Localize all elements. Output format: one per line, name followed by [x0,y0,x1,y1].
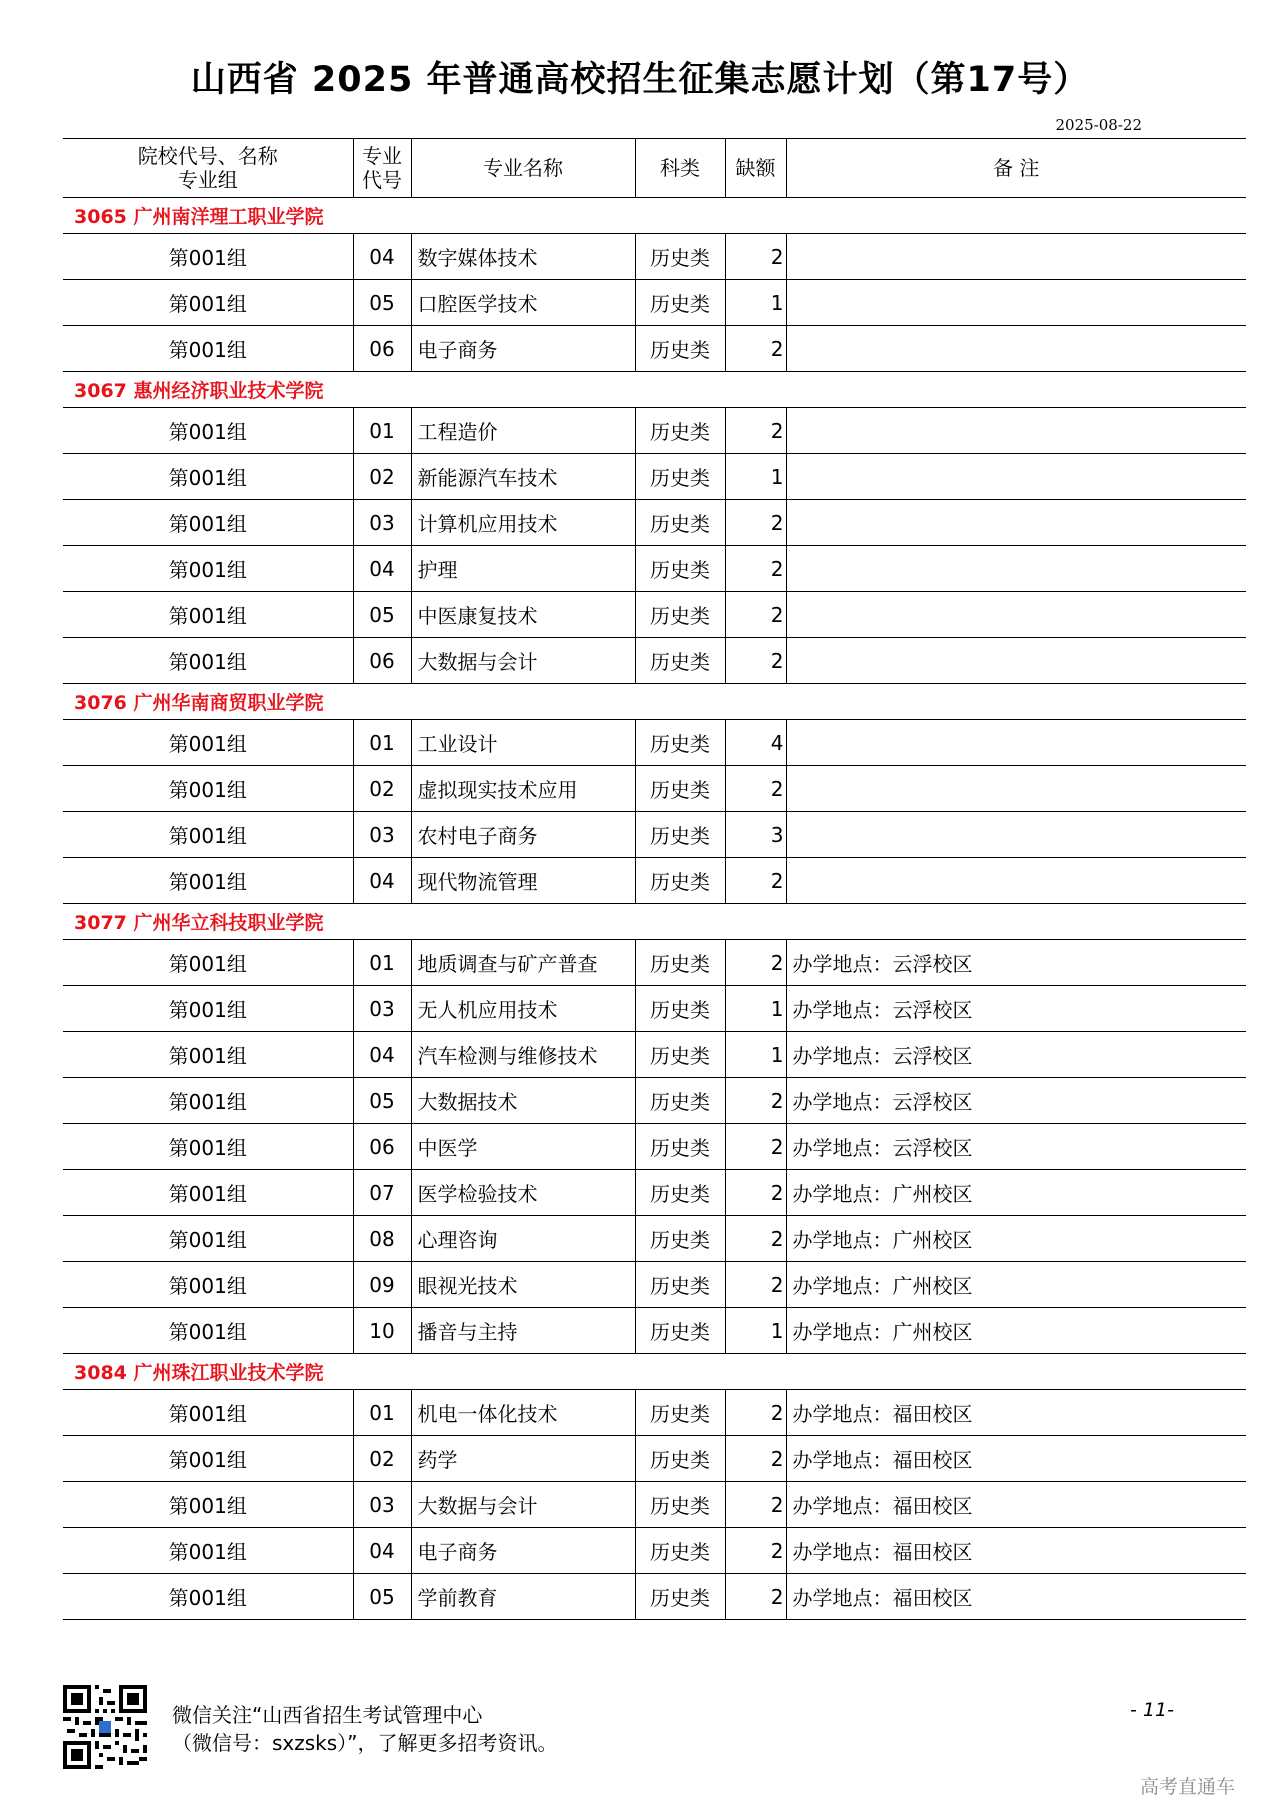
major-code-cell: 04 [353,546,411,592]
table-row [63,720,1246,766]
subject-cell: 历史类 [635,1262,725,1308]
subject-cell: 历史类 [635,234,725,280]
table-row [63,234,1246,280]
school-name: 3067 惠州经济职业技术学院 [63,372,1246,408]
subject-cell: 历史类 [635,280,725,326]
qr-code-icon [63,1685,147,1769]
subject-cell: 历史类 [635,720,725,766]
note-cell: 办学地点：云浮校区 [786,1032,1246,1078]
table-row [63,1308,1246,1354]
subject-cell: 历史类 [635,500,725,546]
note-cell [786,326,1246,372]
group-cell: 第001组 [63,280,353,326]
major-code-cell: 01 [353,720,411,766]
group-cell: 第001组 [63,1574,353,1620]
note-cell [786,720,1246,766]
major-name-cell: 数字媒体技术 [411,234,635,280]
header-note: 备 注 [786,139,1246,198]
group-cell: 第001组 [63,454,353,500]
major-name-cell: 心理咨询 [411,1216,635,1262]
group-cell: 第001组 [63,720,353,766]
major-code-cell: 05 [353,592,411,638]
table-row [63,500,1246,546]
page-footer [0,1675,1280,1811]
table-row [63,812,1246,858]
quota-cell: 2 [725,1436,786,1482]
table-row [63,1032,1246,1078]
table-row [63,592,1246,638]
major-name-cell: 药学 [411,1436,635,1482]
major-code-cell: 04 [353,234,411,280]
group-cell: 第001组 [63,638,353,684]
school-name: 3076 广州华南商贸职业学院 [63,684,1246,720]
note-cell: 办学地点：广州校区 [786,1262,1246,1308]
note-cell: 办学地点：广州校区 [786,1216,1246,1262]
quota-cell: 2 [725,1216,786,1262]
brand-watermark: 高考直通车 [1140,1776,1236,1798]
header-school-group-line1: 院校代号、名称 [137,144,278,168]
note-cell: 办学地点：福田校区 [786,1390,1246,1436]
table-row [63,408,1246,454]
quota-cell: 2 [725,1528,786,1574]
note-cell: 办学地点：广州校区 [786,1308,1246,1354]
note-cell: 办学地点：广州校区 [786,1170,1246,1216]
subject-cell: 历史类 [635,1170,725,1216]
group-cell: 第001组 [63,326,353,372]
major-code-cell: 03 [353,1482,411,1528]
subject-cell: 历史类 [635,546,725,592]
quota-cell: 1 [725,280,786,326]
note-cell: 办学地点：云浮校区 [786,1124,1246,1170]
quota-cell: 2 [725,546,786,592]
major-name-cell: 播音与主持 [411,1308,635,1354]
school-name: 3084 广州珠江职业技术学院 [63,1354,1246,1390]
quota-cell: 2 [725,408,786,454]
table-row [63,1482,1246,1528]
header-school-group-line2: 专业组 [177,168,238,192]
major-name-cell: 虚拟现实技术应用 [411,766,635,812]
quota-cell: 4 [725,720,786,766]
major-name-cell: 大数据与会计 [411,638,635,684]
group-cell: 第001组 [63,234,353,280]
table-row [63,280,1246,326]
major-name-cell: 电子商务 [411,1528,635,1574]
note-cell: 办学地点：福田校区 [786,1574,1246,1620]
wechat-notice-line1: 微信关注“山西省招生考试管理中心 [172,1703,483,1727]
quota-cell: 2 [725,1124,786,1170]
table-row [63,1078,1246,1124]
major-code-cell: 02 [353,454,411,500]
table-row [63,858,1246,904]
quota-cell: 1 [725,1032,786,1078]
group-cell: 第001组 [63,1078,353,1124]
major-code-cell: 01 [353,1390,411,1436]
quota-cell: 2 [725,234,786,280]
major-code-cell: 04 [353,1032,411,1078]
header-major-code [353,139,411,198]
group-cell: 第001组 [63,1124,353,1170]
subject-cell: 历史类 [635,986,725,1032]
major-code-cell: 01 [353,408,411,454]
subject-cell: 历史类 [635,766,725,812]
subject-cell: 历史类 [635,592,725,638]
major-code-cell: 02 [353,766,411,812]
quota-cell: 2 [725,1078,786,1124]
subject-cell: 历史类 [635,408,725,454]
group-cell: 第001组 [63,986,353,1032]
group-cell: 第001组 [63,1528,353,1574]
major-name-cell: 电子商务 [411,326,635,372]
subject-cell: 历史类 [635,1528,725,1574]
major-code-cell: 03 [353,986,411,1032]
header-major-code-line1: 专业 [362,144,402,168]
group-cell: 第001组 [63,858,353,904]
quota-cell: 1 [725,1308,786,1354]
quota-cell: 3 [725,812,786,858]
note-cell: 办学地点：福田校区 [786,1436,1246,1482]
major-name-cell: 现代物流管理 [411,858,635,904]
table-row [63,1436,1246,1482]
note-cell: 办学地点：云浮校区 [786,986,1246,1032]
major-name-cell: 护理 [411,546,635,592]
subject-cell: 历史类 [635,1390,725,1436]
admission-plan-table [63,138,1246,1620]
table-row [63,1528,1246,1574]
major-code-cell: 01 [353,940,411,986]
major-code-cell: 03 [353,812,411,858]
subject-cell: 历史类 [635,1482,725,1528]
note-cell [786,638,1246,684]
header-subject: 科类 [635,139,725,198]
major-name-cell: 大数据与会计 [411,1482,635,1528]
table-row [63,1390,1246,1436]
group-cell: 第001组 [63,1262,353,1308]
note-cell [786,280,1246,326]
major-name-cell: 医学检验技术 [411,1170,635,1216]
table-row [63,1216,1246,1262]
major-name-cell: 学前教育 [411,1574,635,1620]
table-row [63,1262,1246,1308]
note-cell [786,408,1246,454]
school-header-row [63,372,1246,408]
quota-cell: 2 [725,1170,786,1216]
table-row [63,326,1246,372]
school-header-row [63,904,1246,940]
major-name-cell: 眼视光技术 [411,1262,635,1308]
major-name-cell: 农村电子商务 [411,812,635,858]
subject-cell: 历史类 [635,454,725,500]
major-name-cell: 计算机应用技术 [411,500,635,546]
quota-cell: 2 [725,1482,786,1528]
major-code-cell: 03 [353,500,411,546]
group-cell: 第001组 [63,1390,353,1436]
group-cell: 第001组 [63,1482,353,1528]
subject-cell: 历史类 [635,1124,725,1170]
major-name-cell: 无人机应用技术 [411,986,635,1032]
major-name-cell: 大数据技术 [411,1078,635,1124]
note-cell: 办学地点：云浮校区 [786,940,1246,986]
table-body [63,198,1246,1620]
major-code-cell: 02 [353,1436,411,1482]
table-row [63,766,1246,812]
page-title: 山西省 2025 年普通高校招生征集志愿计划（第17号） [190,60,1090,100]
major-name-cell: 地质调查与矿产普查 [411,940,635,986]
note-cell [786,500,1246,546]
subject-cell: 历史类 [635,940,725,986]
school-name: 3065 广州南洋理工职业学院 [63,198,1246,234]
group-cell: 第001组 [63,1308,353,1354]
major-code-cell: 04 [353,858,411,904]
major-code-cell: 09 [353,1262,411,1308]
subject-cell: 历史类 [635,1436,725,1482]
major-name-cell: 中医康复技术 [411,592,635,638]
quota-cell: 1 [725,454,786,500]
quota-cell: 2 [725,766,786,812]
quota-cell: 2 [725,1390,786,1436]
major-code-cell: 06 [353,1124,411,1170]
major-name-cell: 汽车检测与维修技术 [411,1032,635,1078]
quota-cell: 2 [725,638,786,684]
table-row [63,986,1246,1032]
major-code-cell: 05 [353,1574,411,1620]
major-name-cell: 工程造价 [411,408,635,454]
subject-cell: 历史类 [635,1308,725,1354]
wechat-notice-line2: （微信号：sxzsks）”，了解更多招考资讯。 [172,1731,558,1755]
table-row [63,546,1246,592]
major-code-cell: 06 [353,326,411,372]
subject-cell: 历史类 [635,1032,725,1078]
header-major-name: 专业名称 [411,139,635,198]
group-cell: 第001组 [63,1436,353,1482]
note-cell: 办学地点：云浮校区 [786,1078,1246,1124]
subject-cell: 历史类 [635,326,725,372]
group-cell: 第001组 [63,408,353,454]
school-header-row [63,198,1246,234]
header-major-code-line2: 代号 [362,168,402,192]
note-cell [786,766,1246,812]
table-row [63,638,1246,684]
major-code-cell: 08 [353,1216,411,1262]
group-cell: 第001组 [63,1170,353,1216]
group-cell: 第001组 [63,766,353,812]
group-cell: 第001组 [63,1032,353,1078]
note-cell [786,234,1246,280]
major-name-cell: 工业设计 [411,720,635,766]
quota-cell: 2 [725,326,786,372]
table-row [63,1124,1246,1170]
school-header-row [63,684,1246,720]
major-name-cell: 机电一体化技术 [411,1390,635,1436]
major-name-cell: 新能源汽车技术 [411,454,635,500]
table-row [63,1574,1246,1620]
major-code-cell: 07 [353,1170,411,1216]
quota-cell: 2 [725,500,786,546]
major-code-cell: 05 [353,280,411,326]
quota-cell: 2 [725,940,786,986]
note-cell [786,812,1246,858]
header-school-group [63,139,353,198]
note-cell: 办学地点：福田校区 [786,1482,1246,1528]
note-cell [786,546,1246,592]
subject-cell: 历史类 [635,812,725,858]
subject-cell: 历史类 [635,1216,725,1262]
major-name-cell: 口腔医学技术 [411,280,635,326]
major-code-cell: 04 [353,1528,411,1574]
major-code-cell: 10 [353,1308,411,1354]
table-row [63,1170,1246,1216]
quota-cell: 2 [725,592,786,638]
note-cell [786,454,1246,500]
group-cell: 第001组 [63,592,353,638]
subject-cell: 历史类 [635,638,725,684]
quota-cell: 2 [725,1574,786,1620]
school-header-row [63,1354,1246,1390]
quota-cell: 2 [725,858,786,904]
publish-date: 2025-08-22 [1055,116,1142,134]
major-code-cell: 06 [353,638,411,684]
group-cell: 第001组 [63,500,353,546]
quota-cell: 2 [725,1262,786,1308]
note-cell [786,858,1246,904]
group-cell: 第001组 [63,940,353,986]
group-cell: 第001组 [63,1216,353,1262]
subject-cell: 历史类 [635,858,725,904]
subject-cell: 历史类 [635,1078,725,1124]
table-row [63,454,1246,500]
header-quota: 缺额 [725,139,786,198]
page-number: - 11- [1130,1699,1174,1721]
school-name: 3077 广州华立科技职业学院 [63,904,1246,940]
group-cell: 第001组 [63,546,353,592]
group-cell: 第001组 [63,812,353,858]
quota-cell: 1 [725,986,786,1032]
major-name-cell: 中医学 [411,1124,635,1170]
note-cell [786,592,1246,638]
note-cell: 办学地点：福田校区 [786,1528,1246,1574]
major-code-cell: 05 [353,1078,411,1124]
table-header-row [63,139,1246,198]
table-row [63,940,1246,986]
subject-cell: 历史类 [635,1574,725,1620]
